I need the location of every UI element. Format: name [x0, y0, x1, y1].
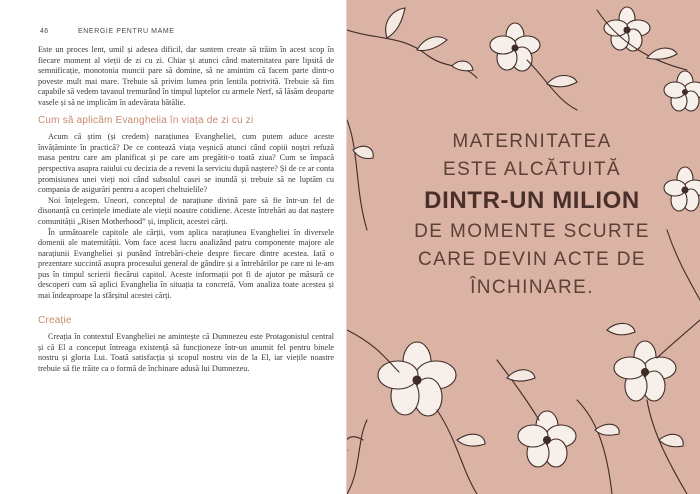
- running-head: ENERGIE PENTRU MAME: [78, 28, 175, 35]
- quote-line: ÎNCHINARE.: [470, 277, 594, 298]
- page-number: 46: [40, 28, 49, 35]
- paragraph: Este un proces lent, umil și adesea dificil, dar suntem create să trăim în acest scop în fiecare moment al vieții de zi cu zi. Chiar și atunci când maternitatea pare lipsită de semnificație, monotonia muncii pare să domine, să ne amintim că facem parte dintr-o poveste mult mai mare. Trebuie să privim lumea prin lentila potrivită. Trebuie să fim capabile să vedem tavanul tremurând în timpul luptelor cu armele Nerf, să lăsăm deoparte vasele și să ne implicăm în adevărata bătălie.: [38, 45, 334, 107]
- pull-quote: [387, 128, 677, 302]
- right-page: [347, 0, 700, 494]
- paragraph: Creația în contextul Evangheliei ne amintește că Dumnezeu este Protagonistul central și că El a conceput întreaga existență să funcționeze într-un anumit fel pentru binele nostru și gloria Lui. Toată satisfacția și scopul nostru vin de la El, iar viețile noastre trebuie să fie trăite ca o formă de închinare adusă lui Dumnezeu.: [38, 332, 334, 374]
- section-heading-creatie: Creație: [38, 314, 72, 326]
- section-heading-apply: Cum să aplicăm Evanghelia în viața de zi cu zi: [38, 114, 254, 126]
- quote-line: MATERNITATEA: [452, 131, 612, 152]
- paragraph: Acum că știm (și credem) narațiunea Evangheliei, cum putem aduce acestе învățăminte în practică? De ce contează viața veșnică atunci când copiii noștri refuză masa pentru care am planificat și pe care am pregătit-o toată ziua? Cum se împacă perspectiva asupra raiului cu decizia de a reveni la serviciu după naștere? Și de ce ar conta promisiunea unei vieți noi când subsolul casei se inundă și trebuie să ne luptăm cu compania de asigurări pentru a acoperi cheltuielile?: [38, 132, 334, 195]
- quote-line: CARE DEVIN ACTE DE: [418, 249, 646, 270]
- body-text: [38, 45, 334, 375]
- paragraph: Noi înțelegem. Uneori, conceptul de narațiune divină pare să fie într-un fel de disonanță cu cerințele imediate ale vieții noastre cotidiene. Aceste întrebări au dat naștere comunității „Risen Motherhood” și, implicit, acestei cărți.: [38, 195, 334, 226]
- quote-line: DE MOMENTE SCURTE: [414, 221, 650, 242]
- quote-line-emphasis: DINTR-UN MILION: [424, 187, 640, 214]
- quote-line: ESTE ALCĂTUITĂ: [443, 159, 621, 180]
- paragraph: În următoarele capitole ale cărții, vom aplica narațiunea Evangheliei în diversele domenii ale maternității. Vom face acest lucru analizând patru componente majore ale narațiunii Evangheliei și punând întrebări-cheie despre fiecare dintre acestea. Iată o prezentare succintă asupra procesului general de gândire și a întrebărilor pe care ni le-am pus în timpul scrierii fiecărui capitol. Aceste informații pot fi de ajutor pe măsură ce descoperi cum să aplici Evanghelia în situația ta concretă. Vom analiza toate acestea și mai îndeaproape la sfârșitul acestei cărți.: [38, 227, 334, 301]
- left-page: [0, 0, 347, 494]
